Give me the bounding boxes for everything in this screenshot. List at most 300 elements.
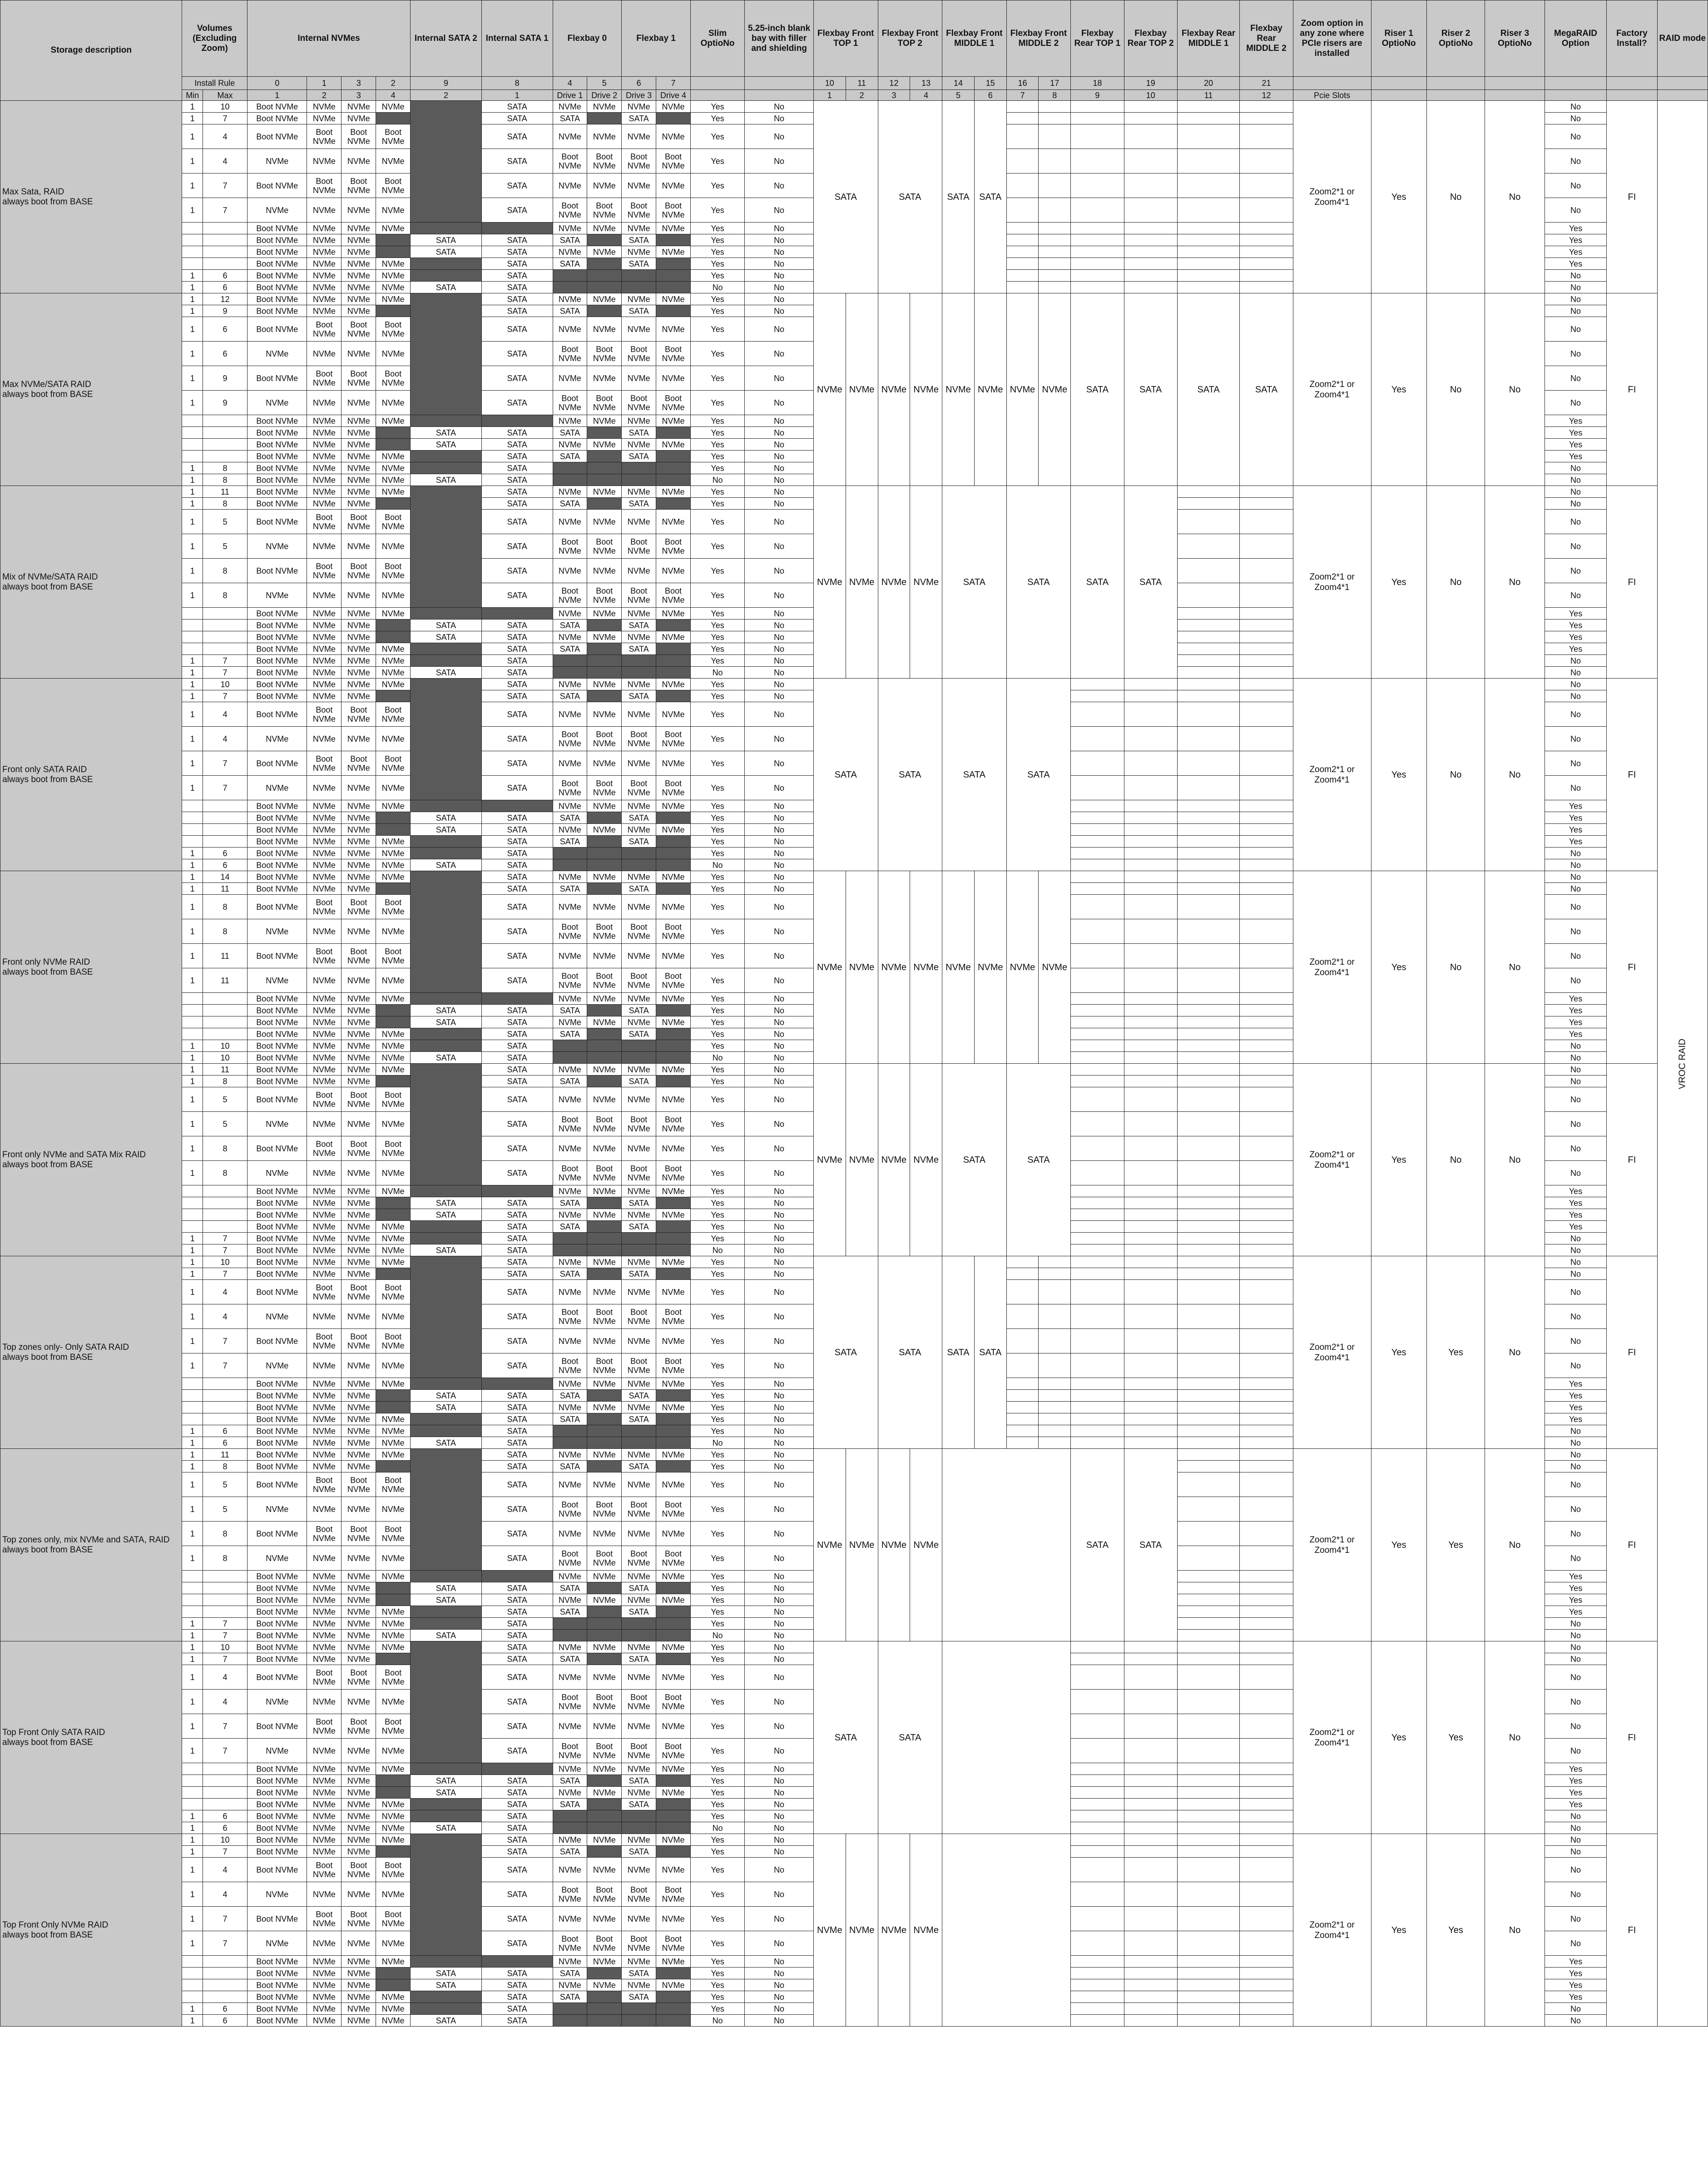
front-middle-grid-cell: [1006, 198, 1039, 223]
flexbay-drive-cell: NVMe: [587, 510, 622, 534]
rear-top-grid-cell: [1071, 848, 1124, 859]
volume-min: [182, 1571, 203, 1582]
flexbay-drive-cell: [622, 474, 656, 486]
rear-top-grid-cell: [1071, 1087, 1124, 1112]
volume-max: 11: [203, 944, 247, 968]
volume-max: 7: [203, 198, 247, 223]
header-front-middle-1: Flexbay Front MIDDLE 1: [942, 0, 1007, 77]
flexbay-drive-cell: NVMe: [587, 1378, 622, 1390]
flexbay-drive-cell: [553, 1437, 587, 1449]
internal-nvme-cell: NVMe: [376, 1161, 411, 1185]
riser-2-cell: No: [1426, 293, 1485, 486]
megaraid-cell: No: [1545, 486, 1607, 498]
front-top-slot: NVMe: [910, 1449, 942, 1641]
flexbay-drive-cell: NVMe: [622, 439, 656, 451]
rear-middle-grid-cell: [1177, 848, 1240, 859]
flexbay-drive-cell: Boot NVMe: [622, 149, 656, 173]
megaraid-cell: Yes: [1545, 1582, 1607, 1594]
flexbay-drive-cell: [656, 1221, 691, 1233]
flexbay-drive-cell: Boot NVMe: [553, 583, 587, 608]
volume-min: [182, 1197, 203, 1209]
rear-middle-grid-cell: [1240, 1763, 1293, 1775]
rear-top-2-zone: SATA: [1124, 486, 1177, 679]
megaraid-cell: No: [1545, 1425, 1607, 1437]
front-middle-grid-cell: [1071, 1402, 1124, 1413]
blank-bay-cell: No: [745, 1810, 814, 1822]
internal-nvme-cell: NVMe: [342, 415, 376, 427]
volume-min: 1: [182, 1112, 203, 1136]
internal-nvme-cell: Boot NVMe: [342, 1087, 376, 1112]
internal-nvme-cell: Boot NVMe: [248, 1461, 307, 1472]
internal-nvme-cell: Boot NVMe: [376, 895, 411, 919]
megaraid-cell: Yes: [1545, 258, 1607, 270]
rear-top-grid-cell: [1071, 1076, 1124, 1087]
internal-nvme-cell: Boot NVMe: [376, 1907, 411, 1931]
flexbay-drive-cell: Boot NVMe: [587, 534, 622, 559]
internal-sata-2-cell: [411, 101, 482, 223]
flexbay-drive-cell: [656, 643, 691, 655]
flexbay-drive-cell: [656, 1005, 691, 1016]
rear-middle-grid-cell: [1177, 1606, 1240, 1618]
flexbay-drive-cell: NVMe: [622, 1834, 656, 1846]
volume-max: 7: [203, 1907, 247, 1931]
flexbay-drive-cell: NVMe: [587, 751, 622, 776]
front-middle-grid-cell: [1071, 234, 1124, 246]
megaraid-cell: No: [1545, 919, 1607, 944]
header-rule-number: 0: [248, 77, 307, 90]
flexbay-drive-cell: Boot NVMe: [656, 391, 691, 415]
blank-bay-cell: No: [745, 1653, 814, 1665]
flexbay-drive-cell: [656, 113, 691, 124]
internal-sata-1-cell: SATA: [481, 1991, 553, 2003]
slim-option-cell: Yes: [690, 317, 744, 342]
internal-nvme-cell: Boot NVMe: [248, 2003, 307, 2015]
header-slot-number: 1: [481, 90, 553, 101]
volume-max: [203, 631, 247, 643]
flexbay-drive-cell: NVMe: [656, 1449, 691, 1461]
rear-middle-grid-cell: [1177, 234, 1240, 246]
blank-bay-cell: No: [745, 1690, 814, 1714]
slim-option-cell: Yes: [690, 836, 744, 848]
internal-nvme-cell: NVMe: [342, 439, 376, 451]
megaraid-cell: No: [1545, 1497, 1607, 1522]
megaraid-cell: Yes: [1545, 993, 1607, 1005]
flexbay-drive-cell: Boot NVMe: [622, 391, 656, 415]
flexbay-drive-cell: NVMe: [587, 1834, 622, 1846]
header-internal-sata-1: Internal SATA 1: [481, 0, 553, 77]
volume-max: [203, 1956, 247, 1968]
rear-top-grid-cell: [1124, 1787, 1177, 1799]
slim-option-cell: Yes: [690, 824, 744, 836]
volume-max: 6: [203, 1810, 247, 1822]
volume-min: [182, 234, 203, 246]
internal-nvme-cell: NVMe: [376, 1882, 411, 1907]
rear-top-grid-cell: [1124, 1834, 1177, 1846]
slim-option-cell: Yes: [690, 1185, 744, 1197]
volume-max: [203, 1968, 247, 1979]
rear-top-grid-cell: [1124, 895, 1177, 919]
internal-sata-1-cell: SATA: [481, 1402, 553, 1413]
blank-bay-cell: No: [745, 1076, 814, 1087]
front-middle-grid-cell: [1006, 124, 1039, 149]
storage-description: Mix of NVMe/SATA RAID always boot from BASE: [0, 486, 182, 679]
internal-nvme-cell: Boot NVMe: [342, 895, 376, 919]
flexbay-drive-cell: [587, 1437, 622, 1449]
volume-max: 6: [203, 342, 247, 366]
slim-option-cell: Yes: [690, 1739, 744, 1763]
front-middle-grid-cell: [1071, 1280, 1124, 1304]
internal-nvme-cell: Boot NVMe: [248, 679, 307, 690]
header-slot-number: 8: [1039, 90, 1071, 101]
rear-top-grid-cell: [1124, 1641, 1177, 1653]
volume-min: 1: [182, 1641, 203, 1653]
rear-middle-grid-cell: [1177, 690, 1240, 702]
factory-install-cell: FI: [1607, 1449, 1657, 1641]
internal-nvme-cell: NVMe: [376, 1185, 411, 1197]
volume-max: 4: [203, 1304, 247, 1329]
megaraid-cell: No: [1545, 510, 1607, 534]
internal-sata-1-cell: SATA: [481, 1606, 553, 1618]
rear-middle-grid-cell: [1177, 751, 1240, 776]
factory-install-cell: FI: [1607, 1064, 1657, 1256]
factory-install-cell: FI: [1607, 871, 1657, 1064]
rear-middle-grid-cell: [1240, 1005, 1293, 1016]
volume-max: 4: [203, 1858, 247, 1882]
flexbay-drive-cell: Boot NVMe: [656, 1882, 691, 1907]
front-middle-grid-cell: [1006, 1256, 1039, 1268]
rear-top-grid-cell: [1124, 1979, 1177, 1991]
riser-2-cell: No: [1426, 679, 1485, 871]
internal-nvme-cell: Boot NVMe: [248, 1221, 307, 1233]
flexbay-drive-cell: SATA: [622, 113, 656, 124]
flexbay-drive-cell: NVMe: [553, 895, 587, 919]
rear-top-grid-cell: [1124, 1846, 1177, 1858]
volume-max: 7: [203, 1630, 247, 1641]
flexbay-drive-cell: [587, 1221, 622, 1233]
slim-option-cell: Yes: [690, 498, 744, 510]
flexbay-drive-cell: NVMe: [656, 608, 691, 620]
internal-sata-2-cell: [411, 1256, 482, 1378]
internal-nvme-cell: NVMe: [248, 919, 307, 944]
internal-nvme-cell: NVMe: [342, 149, 376, 173]
rear-middle-grid-cell: [1240, 1858, 1293, 1882]
flexbay-drive-cell: NVMe: [622, 1449, 656, 1461]
rear-middle-grid-cell: [1177, 944, 1240, 968]
internal-nvme-cell: [376, 1402, 411, 1413]
megaraid-cell: No: [1545, 391, 1607, 415]
internal-sata-1-cell: SATA: [481, 486, 553, 498]
internal-sata-1-cell: SATA: [481, 1064, 553, 1076]
volume-max: 7: [203, 1714, 247, 1739]
internal-sata-2-cell: SATA: [411, 1437, 482, 1449]
flexbay-drive-cell: [622, 1244, 656, 1256]
rear-middle-grid-cell: [1240, 1653, 1293, 1665]
internal-sata-1-cell: SATA: [481, 1739, 553, 1763]
blank-bay-cell: No: [745, 608, 814, 620]
flexbay-drive-cell: [656, 1968, 691, 1979]
rear-top-grid-cell: [1071, 871, 1124, 883]
front-middle-slot: NVMe: [1039, 871, 1071, 1064]
internal-sata-1-cell: SATA: [481, 534, 553, 559]
volume-min: [182, 1763, 203, 1775]
internal-sata-1-cell: SATA: [481, 113, 553, 124]
rear-top-grid-cell: [1071, 1846, 1124, 1858]
rear-top-grid-cell: [1124, 1185, 1177, 1197]
internal-sata-2-cell: SATA: [411, 246, 482, 258]
internal-sata-2-cell: [411, 800, 482, 812]
megaraid-cell: Yes: [1545, 1197, 1607, 1209]
slim-option-cell: Yes: [690, 1040, 744, 1052]
front-middle-slot: NVMe: [974, 871, 1006, 1064]
flexbay-drive-cell: SATA: [553, 1968, 587, 1979]
header-slot-number: [690, 90, 744, 101]
flexbay-drive-cell: NVMe: [622, 366, 656, 391]
internal-nvme-cell: NVMe: [307, 993, 342, 1005]
flexbay-drive-cell: NVMe: [656, 631, 691, 643]
megaraid-cell: No: [1545, 1690, 1607, 1714]
front-middle-1-zone: SATA: [942, 679, 1007, 871]
megaraid-cell: Yes: [1545, 1005, 1607, 1016]
internal-nvme-cell: Boot NVMe: [248, 1233, 307, 1244]
flexbay-drive-cell: NVMe: [622, 1329, 656, 1353]
internal-nvme-cell: [376, 812, 411, 824]
megaraid-cell: No: [1545, 101, 1607, 113]
internal-sata-1-cell: SATA: [481, 1233, 553, 1244]
rear-middle-grid-cell: [1177, 631, 1240, 643]
flexbay-drive-cell: Boot NVMe: [587, 968, 622, 993]
front-middle-grid-cell: [1006, 1390, 1039, 1402]
volume-min: 1: [182, 173, 203, 198]
internal-nvme-cell: NVMe: [307, 1968, 342, 1979]
rear-middle-grid-cell: [1240, 1714, 1293, 1739]
rear-top-grid-cell: [1124, 1244, 1177, 1256]
flexbay-drive-cell: NVMe: [656, 1064, 691, 1076]
internal-sata-1-cell: SATA: [481, 1522, 553, 1546]
internal-nvme-cell: Boot NVMe: [248, 1522, 307, 1546]
internal-nvme-cell: Boot NVMe: [342, 1329, 376, 1353]
rear-middle-grid-cell: [1240, 968, 1293, 993]
flexbay-drive-cell: Boot NVMe: [622, 776, 656, 800]
megaraid-cell: No: [1545, 1087, 1607, 1112]
internal-nvme-cell: [376, 1016, 411, 1028]
flexbay-drive-cell: NVMe: [587, 1136, 622, 1161]
rear-top-grid-cell: [1124, 727, 1177, 751]
flexbay-drive-cell: NVMe: [553, 751, 587, 776]
internal-nvme-cell: NVMe: [342, 919, 376, 944]
flexbay-drive-cell: [622, 655, 656, 667]
rear-top-grid-cell: [1124, 1714, 1177, 1739]
flexbay-drive-cell: NVMe: [656, 824, 691, 836]
slim-option-cell: Yes: [690, 234, 744, 246]
megaraid-cell: No: [1545, 1449, 1607, 1461]
internal-sata-1-cell: SATA: [481, 1653, 553, 1665]
internal-nvme-cell: Boot NVMe: [376, 1087, 411, 1112]
volume-max: 8: [203, 559, 247, 583]
volume-min: 1: [182, 1329, 203, 1353]
header-slot-number: [745, 90, 814, 101]
flexbay-drive-cell: [587, 1197, 622, 1209]
internal-sata-1-cell: SATA: [481, 895, 553, 919]
flexbay-drive-cell: [587, 1653, 622, 1665]
volume-min: 1: [182, 1858, 203, 1882]
megaraid-cell: No: [1545, 1907, 1607, 1931]
rear-middle-grid-cell: [1240, 776, 1293, 800]
internal-nvme-cell: NVMe: [307, 305, 342, 317]
rear-top-grid-cell: [1124, 1087, 1177, 1112]
internal-nvme-cell: Boot NVMe: [342, 1665, 376, 1690]
volume-min: [182, 1378, 203, 1390]
flexbay-drive-cell: Boot NVMe: [656, 727, 691, 751]
rear-middle-grid-cell: [1240, 1594, 1293, 1606]
flexbay-drive-cell: NVMe: [622, 1956, 656, 1968]
internal-nvme-cell: Boot NVMe: [248, 812, 307, 824]
rear-top-grid-cell: [1071, 1968, 1124, 1979]
rear-top-grid-cell: [1071, 2003, 1124, 2015]
internal-nvme-cell: NVMe: [342, 1690, 376, 1714]
volume-min: 1: [182, 1280, 203, 1304]
flexbay-drive-cell: [656, 270, 691, 282]
internal-nvme-cell: [376, 1653, 411, 1665]
volume-min: 1: [182, 583, 203, 608]
rear-middle-grid-cell: [1177, 824, 1240, 836]
rear-middle-grid-cell: [1177, 1256, 1240, 1268]
internal-nvme-cell: NVMe: [307, 1931, 342, 1956]
internal-nvme-cell: NVMe: [376, 1690, 411, 1714]
internal-nvme-cell: NVMe: [342, 1221, 376, 1233]
flexbay-drive-cell: Boot NVMe: [553, 1353, 587, 1378]
volume-min: [182, 824, 203, 836]
flexbay-drive-cell: NVMe: [622, 246, 656, 258]
internal-sata-1-cell: SATA: [481, 871, 553, 883]
flexbay-drive-cell: SATA: [622, 1221, 656, 1233]
flexbay-drive-cell: NVMe: [553, 1402, 587, 1413]
internal-nvme-cell: NVMe: [342, 1378, 376, 1390]
flexbay-drive-cell: SATA: [622, 1991, 656, 2003]
flexbay-drive-cell: NVMe: [587, 559, 622, 583]
volume-min: 1: [182, 1425, 203, 1437]
internal-nvme-cell: NVMe: [376, 462, 411, 474]
flexbay-drive-cell: Boot NVMe: [622, 1161, 656, 1185]
megaraid-cell: No: [1545, 198, 1607, 223]
rear-middle-grid-cell: [1177, 1630, 1240, 1641]
flexbay-drive-cell: Boot NVMe: [553, 1112, 587, 1136]
internal-sata-2-cell: [411, 293, 482, 415]
flexbay-drive-cell: [656, 667, 691, 679]
volume-min: [182, 1775, 203, 1787]
internal-nvme-cell: NVMe: [307, 776, 342, 800]
internal-nvme-cell: Boot NVMe: [248, 1209, 307, 1221]
flexbay-drive-cell: [656, 655, 691, 667]
internal-nvme-cell: Boot NVMe: [248, 1425, 307, 1437]
flexbay-drive-cell: NVMe: [622, 1522, 656, 1546]
front-top-slot: NVMe: [846, 1449, 878, 1641]
internal-sata-1-cell: SATA: [481, 1775, 553, 1787]
volume-min: [182, 1582, 203, 1594]
flexbay-drive-cell: NVMe: [553, 1185, 587, 1197]
internal-nvme-cell: Boot NVMe: [248, 462, 307, 474]
megaraid-cell: Yes: [1545, 800, 1607, 812]
flexbay-drive-cell: NVMe: [622, 631, 656, 643]
rear-top-grid-cell: [1124, 883, 1177, 895]
internal-nvme-cell: Boot NVMe: [376, 751, 411, 776]
internal-sata-1-cell: SATA: [481, 583, 553, 608]
internal-sata-1-cell: SATA: [481, 258, 553, 270]
flexbay-drive-cell: Boot NVMe: [553, 776, 587, 800]
internal-nvme-cell: Boot NVMe: [248, 1136, 307, 1161]
header-rule-number: [690, 77, 744, 90]
internal-nvme-cell: Boot NVMe: [376, 510, 411, 534]
rear-middle-grid-cell: [1240, 1112, 1293, 1136]
rear-top-grid-cell: [1071, 1799, 1124, 1810]
header-slot-number: 10: [1124, 90, 1177, 101]
flexbay-drive-cell: NVMe: [622, 1571, 656, 1582]
rear-middle-grid-cell: [1240, 1076, 1293, 1087]
megaraid-cell: Yes: [1545, 439, 1607, 451]
header-riser-1: Riser 1 OptioNo: [1371, 0, 1426, 77]
rear-middle-grid-cell: [1240, 812, 1293, 824]
front-middle-grid-cell: [1124, 1390, 1177, 1402]
flexbay-drive-cell: [587, 1810, 622, 1822]
flexbay-drive-cell: NVMe: [553, 510, 587, 534]
flexbay-drive-cell: NVMe: [553, 702, 587, 727]
rear-top-grid-cell: [1071, 1956, 1124, 1968]
blank-bay-cell: No: [745, 1268, 814, 1280]
front-middle-grid-cell: [1039, 124, 1071, 149]
volume-max: 5: [203, 1497, 247, 1522]
flexbay-drive-cell: NVMe: [553, 366, 587, 391]
blank-bay-cell: No: [745, 871, 814, 883]
megaraid-cell: Yes: [1545, 812, 1607, 824]
flexbay-drive-cell: [553, 462, 587, 474]
slim-option-cell: Yes: [690, 751, 744, 776]
internal-nvme-cell: NVMe: [342, 1956, 376, 1968]
flexbay-drive-cell: NVMe: [553, 824, 587, 836]
flexbay-drive-cell: NVMe: [656, 1522, 691, 1546]
front-top-slot: NVMe: [910, 1064, 942, 1256]
volume-max: [203, 1582, 247, 1594]
front-middle-2-zone: SATA: [1006, 679, 1071, 871]
blank-bay-cell: No: [745, 1882, 814, 1907]
flexbay-drive-cell: [656, 1775, 691, 1787]
flexbay-drive-cell: SATA: [553, 498, 587, 510]
flexbay-drive-cell: SATA: [553, 1461, 587, 1472]
flexbay-drive-cell: NVMe: [553, 871, 587, 883]
internal-sata-1-cell: SATA: [481, 1076, 553, 1087]
flexbay-drive-cell: NVMe: [553, 1714, 587, 1739]
internal-sata-1-cell: [481, 415, 553, 427]
volume-min: 1: [182, 198, 203, 223]
zoom-option-cell: Zoom2*1 or Zoom4*1: [1293, 679, 1371, 871]
internal-nvme-cell: Boot NVMe: [376, 1136, 411, 1161]
flexbay-drive-cell: SATA: [622, 1846, 656, 1858]
rear-middle-grid-cell: [1240, 1882, 1293, 1907]
rear-middle-grid-cell: [1177, 1016, 1240, 1028]
internal-sata-1-cell: SATA: [481, 1221, 553, 1233]
internal-sata-1-cell: SATA: [481, 1413, 553, 1425]
slim-option-cell: Yes: [690, 366, 744, 391]
internal-nvme-cell: NVMe: [376, 1931, 411, 1956]
blank-bay-cell: No: [745, 317, 814, 342]
rear-top-grid-cell: [1124, 1665, 1177, 1690]
slim-option-cell: No: [690, 2015, 744, 2027]
flexbay-drive-cell: NVMe: [622, 1714, 656, 1739]
megaraid-cell: Yes: [1545, 1028, 1607, 1040]
flexbay-drive-cell: Boot NVMe: [553, 198, 587, 223]
flexbay-drive-cell: [587, 620, 622, 631]
internal-sata-2-cell: SATA: [411, 1968, 482, 1979]
flexbay-drive-cell: NVMe: [553, 1136, 587, 1161]
internal-sata-1-cell: SATA: [481, 1268, 553, 1280]
